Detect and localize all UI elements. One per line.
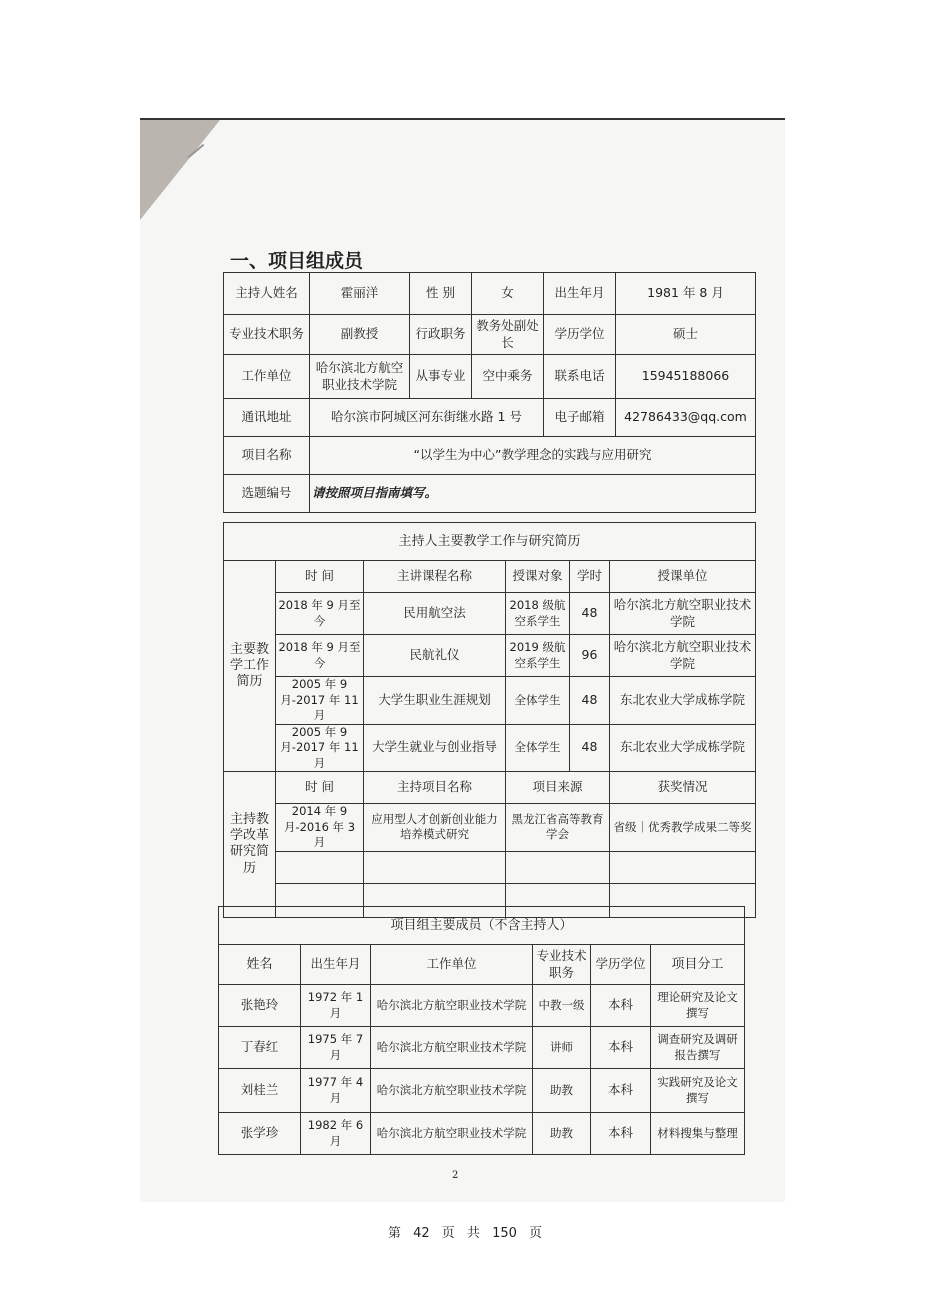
members-header-title: 专业技术职务 [533,945,591,985]
email-value: 42786433@qq.com [616,399,756,437]
degree-label: 学历学位 [544,315,616,355]
org-value: 哈尔滨北方航空职业技术学院 [310,355,410,399]
teaching-row-time: 2005 年 9 月-2017 年 11 月 [276,677,364,725]
email-label: 电子邮箱 [544,399,616,437]
reform-row-award-text: 优秀教学成果二等奖 [648,819,752,834]
reform-empty-cell [364,851,506,883]
reform-header-award: 获奖情况 [610,772,756,804]
footer-current-page: 42 [413,1226,430,1241]
member-name: 张艳玲 [219,985,301,1027]
gender-value: 女 [472,273,544,315]
table-row [219,1113,745,1155]
teaching-row-target: 2019 级航空系学生 [506,635,570,677]
member-org: 哈尔滨北方航空职业技术学院 [371,1027,533,1069]
org-label: 工作单位 [224,355,310,399]
reform-empty-cell [276,851,364,883]
members-header-role: 项目分工 [651,945,745,985]
reform-header-project: 主持项目名称 [364,772,506,804]
admin-value: 教务处副处长 [472,315,544,355]
members-title: 项目组主要成员（不含主持人） [219,907,745,945]
reform-row-source: 黑龙江省高等教育学会 [506,804,610,852]
teaching-side-label: 主要教学工作简历 [224,561,276,772]
teaching-row-time: 2018 年 9 月至今 [276,593,364,635]
member-name: 张学珍 [219,1113,301,1155]
teaching-row-hours: 96 [570,635,610,677]
reform-row-level: 省级 [613,819,637,834]
phone-value: 15945188066 [616,355,756,399]
teaching-row-course: 民航礼仪 [364,635,506,677]
table-row [219,1027,745,1069]
project-value: “以学生为中心”教学理念的实践与应用研究 [310,437,756,475]
member-org: 哈尔滨北方航空职业技术学院 [371,1069,533,1113]
teaching-row-target: 2018 级航空系学生 [506,593,570,635]
member-degree: 本科 [591,1113,651,1155]
resume-title: 主持人主要教学工作与研究简历 [224,523,756,561]
topic-label: 选题编号 [224,475,310,513]
teaching-row-unit: 东北农业大学成栋学院 [610,677,756,725]
birth-value: 1981 年 8 月 [616,273,756,315]
reform-row-project: 应用型人才创新创业能力培养模式研究 [364,804,506,852]
member-title: 助教 [533,1113,591,1155]
major-value: 空中乘务 [472,355,544,399]
teaching-row-hours: 48 [570,593,610,635]
members-table [218,906,745,1155]
reform-header-source: 项目来源 [506,772,610,804]
resume-table [223,522,756,918]
host-name-value: 霍丽洋 [310,273,410,315]
teaching-row-unit: 哈尔滨北方航空职业技术学院 [610,593,756,635]
title-value: 副教授 [310,315,410,355]
reform-header-time: 时 间 [276,772,364,804]
member-title: 助教 [533,1069,591,1113]
teaching-header-target: 授课对象 [506,561,570,593]
topic-value: 请按照项目指南填写。 [310,475,756,513]
teaching-row-course: 民用航空法 [364,593,506,635]
teaching-header-course: 主讲课程名称 [364,561,506,593]
teaching-header-unit: 授课单位 [610,561,756,593]
member-birth: 1977 年 4 月 [301,1069,371,1113]
address-label: 通讯地址 [224,399,310,437]
teaching-row-time: 2018 年 9 月至今 [276,635,364,677]
member-role: 调查研究及调研报告撰写 [651,1027,745,1069]
member-title: 中教一级 [533,985,591,1027]
reform-row-award: 省级｜优秀教学成果二等奖 [610,804,756,852]
title-label: 专业技术职务 [224,315,310,355]
teaching-row-unit: 哈尔滨北方航空职业技术学院 [610,635,756,677]
degree-value: 硕士 [616,315,756,355]
page-footer [0,1222,930,1241]
project-label: 项目名称 [224,437,310,475]
section-title: 一、项目组成员 [230,250,364,272]
member-name: 丁春红 [219,1027,301,1069]
footer-total-pages: 150 [492,1226,517,1241]
host-name-label: 主持人姓名 [224,273,310,315]
teaching-row-target: 全体学生 [506,677,570,725]
teaching-row-hours: 48 [570,677,610,725]
teaching-row-course: 大学生就业与创业指导 [364,724,506,772]
reform-row-time: 2014 年 9 月-2016 年 3 月 [276,804,364,852]
members-header-name: 姓名 [219,945,301,985]
teaching-row-course: 大学生职业生涯规划 [364,677,506,725]
members-header-birth: 出生年月 [301,945,371,985]
members-header-org: 工作单位 [371,945,533,985]
reform-empty-cell [610,851,756,883]
teaching-row-time: 2005 年 9 月-2017 年 11 月 [276,724,364,772]
teaching-row-hours: 48 [570,724,610,772]
footer-total-word: 共 [466,1226,480,1241]
member-org: 哈尔滨北方航空职业技术学院 [371,985,533,1027]
major-label: 从事专业 [410,355,472,399]
inner-page-number: 2 [452,1170,459,1181]
member-degree: 本科 [591,1027,651,1069]
member-birth: 1975 年 7 月 [301,1027,371,1069]
birth-label: 出生年月 [544,273,616,315]
page-fold-corner [140,120,220,220]
footer-page-word: 页 [441,1226,455,1241]
footer-suffix: 页 [529,1226,543,1241]
member-title: 讲师 [533,1027,591,1069]
member-org: 哈尔滨北方航空职业技术学院 [371,1113,533,1155]
reform-empty-cell [506,851,610,883]
reform-side-label: 主持教学改革研究简历 [224,772,276,918]
member-role: 实践研究及论文撰写 [651,1069,745,1113]
host-info-table [223,272,756,513]
members-header-degree: 学历学位 [591,945,651,985]
address-value: 哈尔滨市阿城区河东街继水路 1 号 [310,399,544,437]
member-role: 材料搜集与整理 [651,1113,745,1155]
member-birth: 1972 年 1 月 [301,985,371,1027]
teaching-row-unit: 东北农业大学成栋学院 [610,724,756,772]
member-role: 理论研究及论文撰写 [651,985,745,1027]
table-row [219,985,745,1027]
admin-label: 行政职务 [410,315,472,355]
gender-label: 性 别 [410,273,472,315]
phone-label: 联系电话 [544,355,616,399]
member-degree: 本科 [591,1069,651,1113]
teaching-header-hours: 学时 [570,561,610,593]
table-row [219,1069,745,1113]
teaching-row-target: 全体学生 [506,724,570,772]
member-birth: 1982 年 6 月 [301,1113,371,1155]
member-degree: 本科 [591,985,651,1027]
member-name: 刘桂兰 [219,1069,301,1113]
footer-prefix: 第 [387,1226,401,1241]
teaching-header-time: 时 间 [276,561,364,593]
